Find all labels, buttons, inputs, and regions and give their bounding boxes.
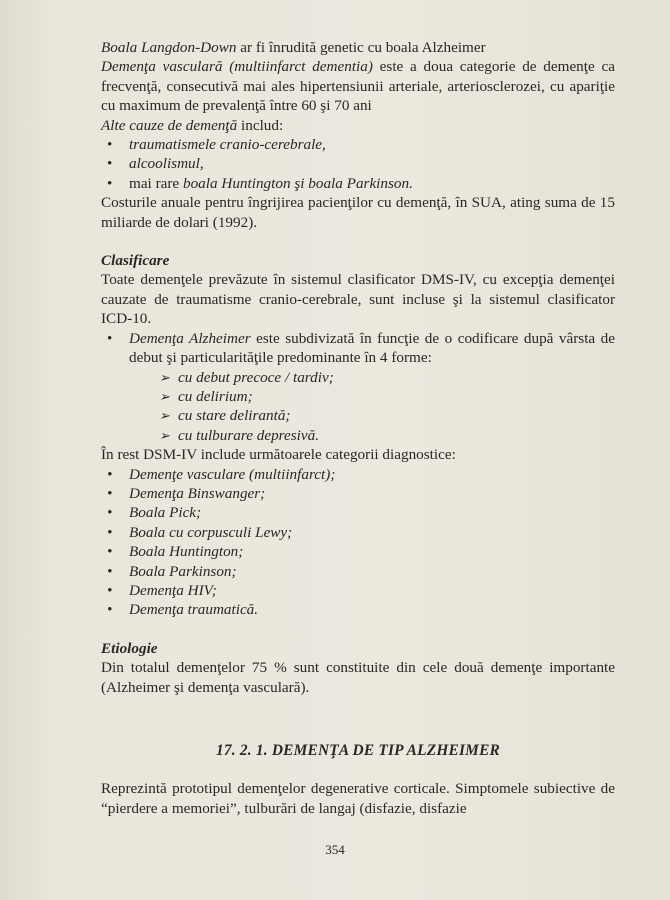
paragraph-text: includ: xyxy=(237,116,284,134)
paragraph-classification: Toate demenţele prevăzute în sistemul clasificator DMS-IV, cu excepţia demenţei cauzate de traumatisme cranio-cerebrale, sunt incluse şi la sistemul clasificator ICD-10. xyxy=(101,271,615,328)
item-text: mai rare xyxy=(129,174,183,192)
list-item xyxy=(101,329,615,368)
item-text: este subdivizată în funcţie de o codificare după vârsta de debut şi particularităţile predominante în 4 forme: xyxy=(129,329,615,367)
paragraph-text: este a doua categorie de demenţe ca frecvenţă, consecutivă mai ales hipertensiunii arteriale, arteriosclerozei, cu apariţie cu maximum de prevalenţă între 60 şi 70 ani xyxy=(101,58,615,115)
term-vascular-dementia: Demenţa vasculară (multiinfarct dementia) xyxy=(101,58,373,76)
term-langdon-down: Boala Langdon-Down xyxy=(101,39,237,56)
item-text-italic: alcoolismul, xyxy=(129,155,204,173)
paragraph-vascular-dementia xyxy=(101,57,615,115)
item-text-italic: boala Huntington şi boala Parkinson. xyxy=(182,174,413,192)
list-item xyxy=(101,154,615,173)
categories-list xyxy=(101,465,615,620)
term-alzheimer: Demenţa Alzheimer xyxy=(129,329,251,347)
term-other-causes: Alte cauze de demenţă xyxy=(101,116,238,134)
paragraph-langdon-down xyxy=(101,38,615,57)
list-item: • Boala cu corpusculi Lewy; xyxy=(101,523,615,542)
spacer xyxy=(101,620,615,639)
list-item: ➢ cu delirium; xyxy=(101,387,615,406)
list-item: • Boala Pick; xyxy=(101,503,615,522)
causes-list xyxy=(101,135,615,193)
section-title: 17. 2. 1. DEMENŢA DE TIP ALZHEIMER xyxy=(215,742,500,759)
paragraph-etiology: Din totalul demenţelor 75 % sunt constituite din cele două demenţe importante (Alzheimer şi demenţa vasculară). xyxy=(101,659,615,696)
list-item: • Demenţa Binswanger; xyxy=(101,484,615,503)
list-item xyxy=(101,174,615,193)
spacer xyxy=(101,232,615,251)
paragraph-other-causes xyxy=(101,116,615,135)
alzheimer-forms-list xyxy=(101,368,615,446)
list-item: • Demenţa HIV; xyxy=(101,581,615,600)
paragraph-text: ar fi înrudită genetic cu boala Alzheimer xyxy=(236,39,486,56)
list-item: ➢ cu stare delirantă; xyxy=(101,406,615,425)
list-item: ➢ cu tulburare depresivă. xyxy=(101,426,615,445)
list-item: • Boala Parkinson; xyxy=(101,562,615,581)
list-item: • Demenţa traumatică. xyxy=(101,600,615,619)
page-body xyxy=(101,38,615,818)
list-item: ➢ cu debut precoce / tardiv; xyxy=(101,368,615,387)
spacer xyxy=(101,697,615,741)
heading-etiologie: Etiologie xyxy=(101,639,158,657)
heading-clasificare: Clasificare xyxy=(101,252,170,270)
spacer xyxy=(101,760,615,779)
list-item xyxy=(101,135,615,154)
paragraph-alzheimer-intro: Reprezintă prototipul demenţelor degenerative corticale. Simptomele subiective de “pierdere a memoriei”, tulburări de langaj (disfazie, disfazie xyxy=(101,780,615,817)
alzheimer-list xyxy=(101,329,615,368)
list-item: • Boala Huntington; xyxy=(101,542,615,561)
paragraph-dsm-categories: În rest DSM-IV include următoarele categorii diagnostice: xyxy=(101,446,456,464)
item-text-italic: traumatismele cranio-cerebrale, xyxy=(129,136,326,154)
paragraph-costs: Costurile anuale pentru îngrijirea pacienţilor cu demenţă, în SUA, ating suma de 15 miliarde de dolari (1992). xyxy=(101,194,615,231)
page-number: 354 xyxy=(325,842,345,857)
list-item: • Demenţe vasculare (multiinfarct); xyxy=(101,465,615,484)
